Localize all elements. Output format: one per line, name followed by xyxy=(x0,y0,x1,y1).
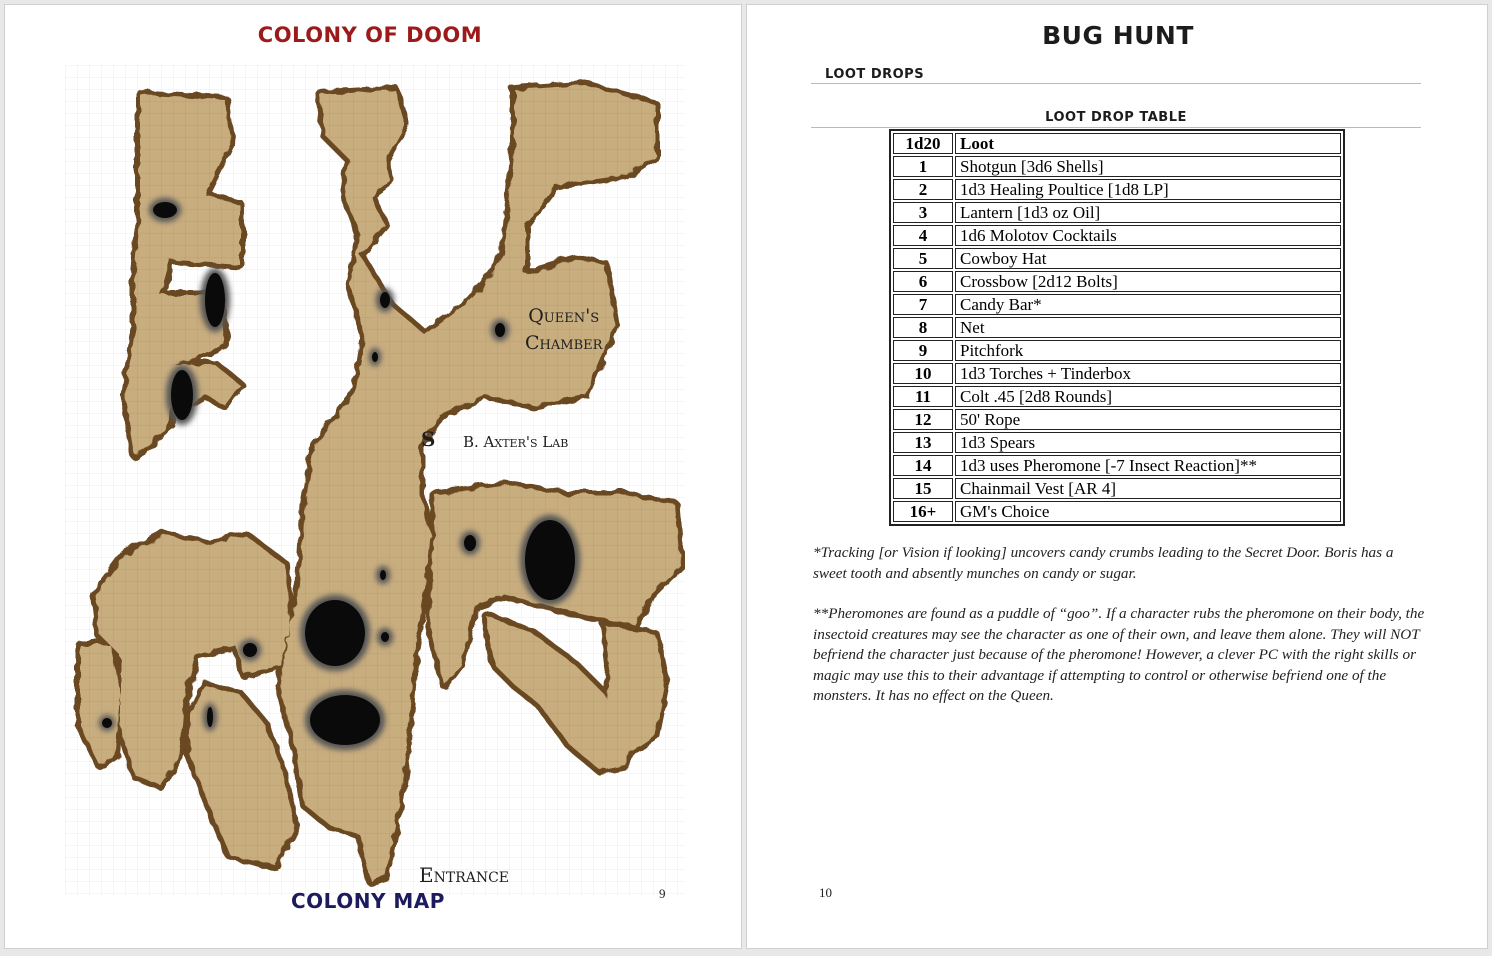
table-row xyxy=(893,340,1341,361)
loot-cell: Crossbow [2d12 Bolts] xyxy=(955,271,1341,292)
colony-map xyxy=(65,65,685,895)
table-row xyxy=(893,179,1341,200)
map-caption: COLONY MAP xyxy=(291,889,445,913)
loot-table xyxy=(889,129,1345,526)
roll-cell: 2 xyxy=(893,179,953,200)
queens-chamber-label xyxy=(525,303,602,357)
entrance-label: Entrance xyxy=(419,863,510,887)
table-row xyxy=(893,317,1341,338)
section-heading: LOOT DROPS xyxy=(825,67,925,82)
table-row xyxy=(893,386,1341,407)
table-row xyxy=(893,478,1341,499)
loot-cell: 1d3 Spears xyxy=(955,432,1341,453)
table-row xyxy=(893,202,1341,223)
roll-cell: 12 xyxy=(893,409,953,430)
roll-cell: 6 xyxy=(893,271,953,292)
loot-cell: 50' Rope xyxy=(955,409,1341,430)
secret-door-marker: S xyxy=(421,427,436,451)
roll-cell: 13 xyxy=(893,432,953,453)
loot-cell: 1d3 Torches + Tinderbox xyxy=(955,363,1341,384)
table-row xyxy=(893,409,1341,430)
page-number-left: 9 xyxy=(659,886,666,901)
table-heading: LOOT DROP TABLE xyxy=(1045,110,1187,125)
table-row xyxy=(893,455,1341,476)
heading-rule xyxy=(811,83,1421,84)
roll-cell: 8 xyxy=(893,317,953,338)
table-row xyxy=(893,501,1341,522)
footnote-candy: *Tracking [or Vision if looking] uncovers candy crumbs leading to the Secret Door. Boris has a sweet tooth and absently munches on candy or sugar. xyxy=(813,544,1394,582)
lab-label: B. Axter's Lab xyxy=(463,433,569,451)
table-row xyxy=(893,156,1341,177)
roll-cell: 5 xyxy=(893,248,953,269)
loot-cell: Shotgun [3d6 Shells] xyxy=(955,156,1341,177)
loot-cell: Net xyxy=(955,317,1341,338)
right-page-title: BUG HUNT xyxy=(1042,21,1194,50)
loot-cell: Pitchfork xyxy=(955,340,1341,361)
table-heading-rule xyxy=(811,127,1421,128)
loot-cell: 1d6 Molotov Cocktails xyxy=(955,225,1341,246)
roll-cell: 14 xyxy=(893,455,953,476)
loot-cell: 1d3 uses Pheromone [-7 Insect Reaction]** xyxy=(955,455,1341,476)
loot-cell: Candy Bar* xyxy=(955,294,1341,315)
loot-cell: 1d3 Healing Poultice [1d8 LP] xyxy=(955,179,1341,200)
queens-chamber-line2: Chamber xyxy=(525,332,603,354)
roll-cell: 15 xyxy=(893,478,953,499)
queens-chamber-line1: Queen's xyxy=(528,305,600,327)
roll-cell: 7 xyxy=(893,294,953,315)
table-row xyxy=(893,363,1341,384)
roll-cell: 9 xyxy=(893,340,953,361)
footnote-pheromone: **Pheromones are found as a puddle of “goo”. If a character rubs the pheromone on their body, the insectoid creatures may see the character as one of their own, and leave them alone. They will NOT befriend the character just because of the pheromone! However, a clever PC with the right skills or magic may use this to their advantage if attempting to control or otherwise befriend one of the monsters. It has no effect on the Queen. xyxy=(813,605,1425,704)
table-row xyxy=(893,248,1341,269)
left-page-title: COLONY OF DOOM xyxy=(257,23,483,47)
loot-cell: Cowboy Hat xyxy=(955,248,1341,269)
table-row xyxy=(893,225,1341,246)
table-row xyxy=(893,271,1341,292)
left-page xyxy=(4,4,742,949)
roll-cell: 16+ xyxy=(893,501,953,522)
map-grid xyxy=(65,65,685,895)
page-number-right: 10 xyxy=(819,885,832,900)
loot-cell: GM's Choice xyxy=(955,501,1341,522)
roll-cell: 4 xyxy=(893,225,953,246)
roll-cell: 3 xyxy=(893,202,953,223)
right-page xyxy=(746,4,1488,949)
roll-cell: 10 xyxy=(893,363,953,384)
loot-table-body xyxy=(893,156,1341,522)
loot-cell: Lantern [1d3 oz Oil] xyxy=(955,202,1341,223)
table-row xyxy=(893,294,1341,315)
header-loot: Loot xyxy=(955,133,1341,154)
table-row xyxy=(893,432,1341,453)
roll-cell: 1 xyxy=(893,156,953,177)
header-roll: 1d20 xyxy=(893,133,953,154)
table-header-row xyxy=(893,133,1341,154)
loot-cell: Chainmail Vest [AR 4] xyxy=(955,478,1341,499)
loot-cell: Colt .45 [2d8 Rounds] xyxy=(955,386,1341,407)
roll-cell: 11 xyxy=(893,386,953,407)
